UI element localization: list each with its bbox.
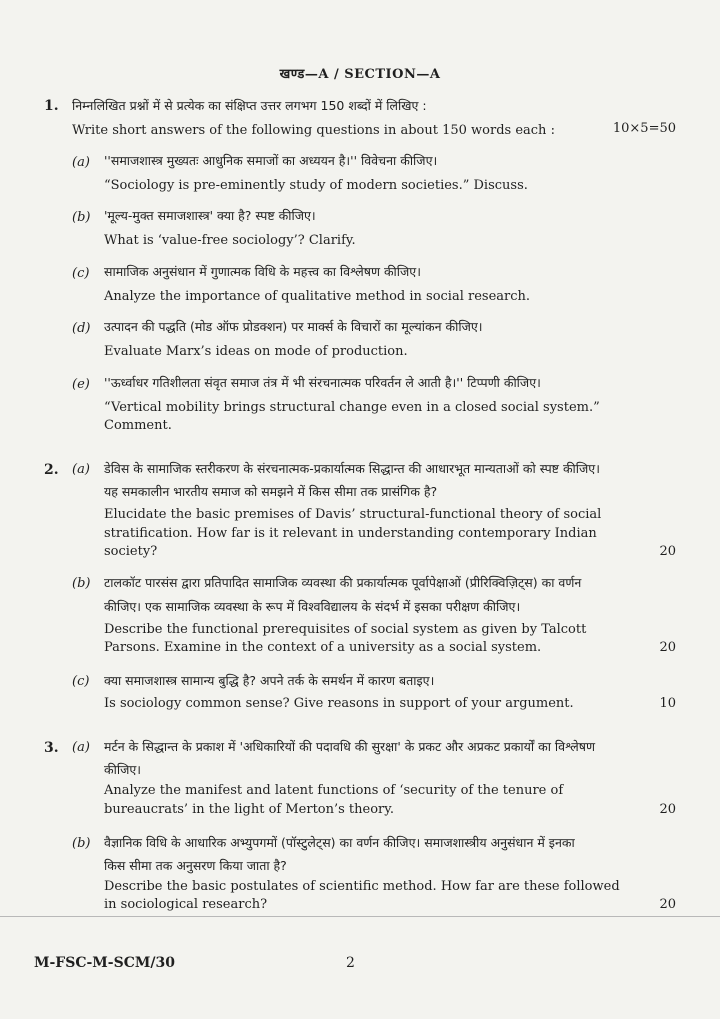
part-english: “Sociology is pre-eminently study of modern societies.” Discuss. [104,178,528,193]
part-english: Comment. [104,418,172,433]
part-label: (a) [72,155,90,170]
part-hindi: टालकॉट पारसंस द्वारा प्रतिपादित सामाजिक व्यवस्था की प्रकार्यात्मक पूर्वापेक्षाओं (प्रीरिक्विज़िट्स) का वर्णन [104,575,582,590]
part-hindi: वैज्ञानिक विधि के आधारिक अभ्युपगमों (पॉस्टुलेट्स) का वर्णन कीजिए। समाजशास्त्रीय अनुसंधान में इनका [104,835,575,850]
marks: 10 [659,696,676,711]
question-hindi: निम्नलिखित प्रश्नों में से प्रत्येक का संक्षिप्त उत्तर लगभग 150 शब्दों में लिखिए : [72,98,427,113]
part-hindi: ''समाजशास्त्र मुख्यतः आधुनिक समाजों का अध्ययन है।'' विवेचना कीजिए। [104,153,438,168]
marks: 20 [659,897,676,912]
part-label: (d) [72,321,91,336]
part-english: stratification. How far is it relevant in understanding contemporary Indian [104,526,597,541]
marks: 20 [659,640,676,655]
part-label: (c) [72,674,90,689]
question-number: 2. [44,462,59,478]
part-hindi: 'मूल्य-मुक्त समाजशास्त्र' क्या है? स्पष्ट कीजिए। [104,208,316,223]
part-hindi: क्या समाजशास्त्र सामान्य बुद्धि है? अपने तर्क के समर्थन में कारण बताइए। [104,673,435,688]
part-english: Analyze the manifest and latent functions of ‘security of the tenure of [104,783,564,798]
part-english: “Vertical mobility brings structural change even in a closed social system.” [104,400,600,415]
part-english: in sociological research? [104,897,268,912]
part-hindi: सामाजिक अनुसंधान में गुणात्मक विधि के महत्त्व का विश्लेषण कीजिए। [104,264,421,279]
part-label: (c) [72,266,90,281]
marks: 10×5=50 [612,121,676,136]
part-label: (a) [72,740,90,755]
part-english: What is ‘value-free sociology’? Clarify. [104,233,356,248]
part-english: Evaluate Marx’s ideas on mode of production. [104,344,408,359]
part-label: (b) [72,576,91,591]
paper-code: M-FSC-M-SCM/30 [34,955,175,971]
part-english: Describe the functional prerequisites of social system as given by Talcott [104,622,587,637]
part-hindi: मर्टन के सिद्धान्त के प्रकाश में 'अधिकारियों की पदावधि की सुरक्षा' के प्रकट और अप्रकट प्रकार्यों का विश्लेषण [104,739,596,754]
part-english: Parsons. Examine in the context of a university as a social system. [104,640,542,655]
part-hindi: डेविस के सामाजिक स्तरीकरण के संरचनात्मक-प्रकार्यात्मक सिद्धान्त की आधारभूत मान्यताओं को स्पष्ट कीजिए। [104,461,600,476]
part-english: bureaucrats’ in the light of Merton’s theory. [104,802,395,817]
part-hindi: उत्पादन की पद्धति (मोड ऑफ प्रोडक्शन) पर मार्क्स के विचारों का मूल्यांकन कीजिए। [104,319,483,334]
marks: 20 [659,802,676,817]
question-number: 3. [44,740,59,756]
question-number: 1. [44,98,59,114]
part-hindi: यह समकालीन भारतीय समाज को समझने में किस सीमा तक प्रासंगिक है? [104,484,438,499]
part-english: Is sociology common sense? Give reasons in support of your argument. [104,696,574,711]
part-english: Describe the basic postulates of scientific method. How far are these followed [104,879,620,894]
part-english: Analyze the importance of qualitative method in social research. [104,289,531,304]
marks: 20 [659,544,676,559]
question-english: Write short answers of the following questions in about 150 words each : [72,123,555,138]
part-label: (e) [72,377,90,392]
page-number: 2 [346,955,355,971]
part-label: (b) [72,210,91,225]
part-hindi: किस सीमा तक अनुसरण किया जाता है? [104,858,287,873]
part-label: (a) [72,462,90,477]
part-label: (b) [72,836,91,851]
part-english: Elucidate the basic premises of Davis’ structural-functional theory of social [104,507,602,522]
footer-divider [0,916,720,917]
part-hindi: कीजिए। एक सामाजिक व्यवस्था के रूप में विश्वविद्यालय के संदर्भ में इसका परीक्षण कीजिए। [104,599,521,614]
section-title: खण्ड—A / SECTION—A [279,67,441,82]
part-hindi: ''ऊर्ध्वाधर गतिशीलता संवृत समाज तंत्र में भी संरचनात्मक परिवर्तन ले आती है।'' टिप्पणी कीजिए। [104,375,541,390]
part-hindi: कीजिए। [104,762,142,777]
part-english: society? [104,544,158,559]
